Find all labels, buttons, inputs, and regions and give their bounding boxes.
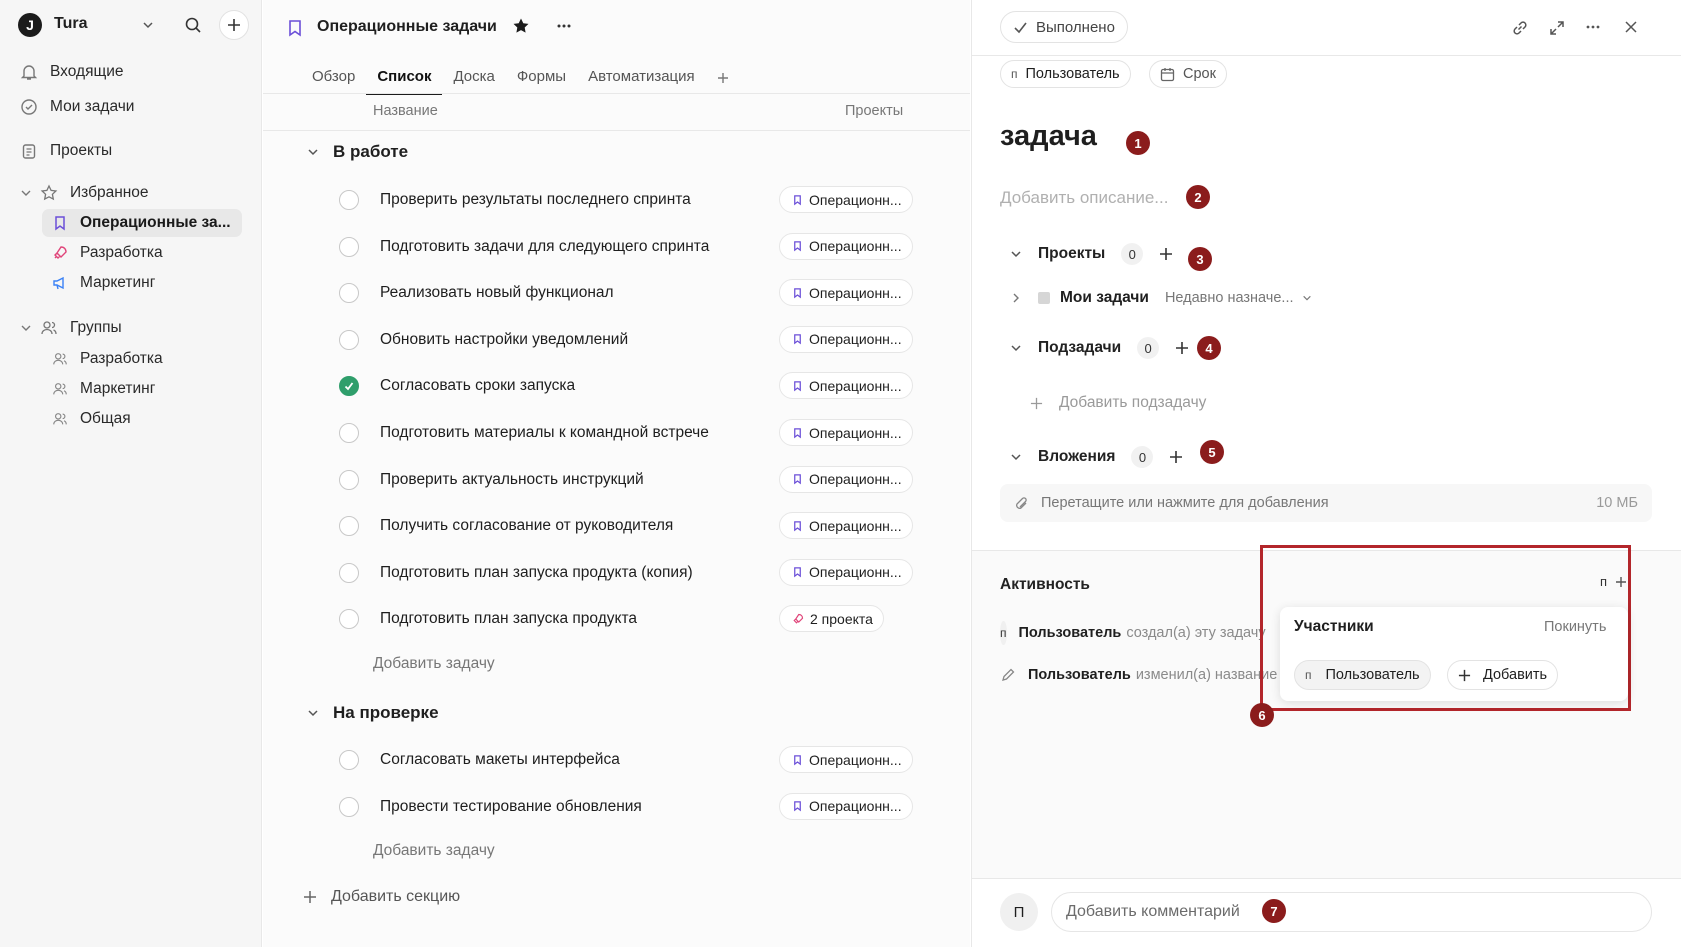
comment-input[interactable] [1051, 892, 1652, 932]
bookmark-icon [792, 287, 803, 299]
nav-label: Проекты [50, 142, 113, 159]
checkbox[interactable] [339, 237, 359, 257]
avatar: п [1000, 621, 1007, 645]
task-name[interactable]: Согласовать макеты интерфейса [380, 751, 620, 768]
tab-list[interactable]: Список [366, 62, 442, 94]
checkbox[interactable] [339, 750, 359, 770]
activity-label: Активность [1000, 576, 1090, 593]
checkbox[interactable] [339, 563, 359, 583]
task-name[interactable]: Согласовать сроки запуска [380, 377, 576, 395]
project-chip-label: 2 проекта [810, 610, 873, 627]
section-header[interactable] [307, 142, 408, 162]
project-chip-label: Операционн... [809, 471, 902, 488]
project-chip-label: Операционн... [809, 191, 902, 208]
task-list-panel [263, 0, 970, 947]
checkbox[interactable] [339, 797, 359, 817]
divider [972, 878, 1681, 879]
project-chip-label: Операционн... [809, 238, 902, 255]
paperclip-icon [1014, 496, 1029, 511]
attachments-section-header[interactable] [1010, 446, 1183, 468]
sidebar-item-label: Разработка [80, 350, 163, 367]
section-title: В работе [333, 142, 409, 161]
checkbox[interactable] [339, 423, 359, 443]
project-chip-label: Операционн... [809, 751, 902, 768]
search-icon[interactable] [178, 10, 208, 40]
project-chip-label: Операционн... [809, 331, 902, 348]
bookmark-icon [52, 215, 68, 231]
participants-popover [1280, 607, 1628, 701]
my-tasks-row[interactable] [1010, 289, 1312, 307]
attach-limit: 10 МБ [1596, 495, 1638, 511]
add-section-button[interactable] [303, 888, 460, 906]
megaphone-icon [52, 275, 68, 291]
nav-projects[interactable] [20, 137, 112, 165]
chevron-down-icon [20, 322, 32, 334]
favorites-group[interactable] [20, 179, 149, 207]
project-chip[interactable] [779, 233, 913, 260]
mark-complete-button[interactable] [1000, 11, 1128, 43]
projects-section-header[interactable] [1010, 243, 1173, 265]
projects-count: 0 [1121, 243, 1143, 265]
project-chip[interactable] [779, 186, 913, 213]
activity-item [1000, 621, 1266, 645]
project-chip-label: Операционн... [809, 798, 902, 815]
bookmark-icon [792, 754, 803, 766]
follower-initial: п [1600, 574, 1608, 589]
bookmark-icon [792, 800, 803, 812]
participant-name: Пользователь [1325, 667, 1420, 683]
participants-label: Участники [1294, 618, 1374, 635]
assignee-initial: п [1011, 67, 1018, 81]
annotation-badge: 6 [1250, 703, 1274, 727]
nav-label: Мои задачи [50, 98, 135, 115]
bookmark-icon [792, 520, 803, 532]
chevron-down-icon [307, 146, 319, 158]
column-header-projects: Проекты [845, 103, 904, 119]
clipboard-icon [20, 142, 38, 160]
tab-board[interactable]: Доска [453, 68, 495, 85]
subtasks-section-header[interactable] [1010, 337, 1189, 359]
checkbox[interactable] [339, 470, 359, 490]
activity-text: создал(а) эту задачу [1126, 625, 1266, 641]
due-label: Срок [1183, 66, 1216, 82]
sidebar-item-label: Маркетинг [80, 274, 156, 291]
annotation-badge: 1 [1126, 131, 1150, 155]
bookmark-icon [792, 566, 803, 578]
divider [972, 55, 1681, 56]
project-chip-label: Операционн... [809, 424, 902, 441]
add-project-icon[interactable] [1159, 247, 1173, 261]
my-tasks-label: Мои задачи [1060, 289, 1149, 306]
rocket-icon [792, 613, 804, 625]
task-name[interactable]: Подготовить план запуска продукта (копия) [380, 563, 693, 581]
sidebar-group-marketing[interactable] [42, 375, 242, 403]
sidebar-group-general[interactable] [42, 405, 242, 433]
expand-icon[interactable] [1548, 19, 1566, 37]
sidebar-item-label: Маркетинг [80, 380, 156, 397]
view-tabs [301, 62, 740, 94]
project-chip[interactable] [779, 605, 884, 632]
subtasks-label: Подзадачи [1038, 339, 1122, 356]
project-chip[interactable] [779, 326, 913, 353]
add-follower-icon[interactable] [1615, 576, 1627, 588]
subtasks-count: 0 [1137, 337, 1159, 359]
nav-inbox[interactable] [20, 58, 124, 86]
annotation-badge: 5 [1200, 440, 1224, 464]
project-chip[interactable] [779, 372, 913, 399]
pencil-icon [1000, 667, 1016, 683]
add-new-button[interactable] [219, 10, 249, 40]
add-section-label: Добавить секцию [331, 888, 461, 905]
sidebar-item-label: Общая [80, 410, 131, 427]
project-chip[interactable] [779, 746, 913, 773]
followers-control[interactable] [1600, 574, 1627, 589]
more-icon[interactable] [556, 19, 572, 33]
task-name[interactable]: Получить согласование от руководителя [380, 517, 674, 535]
chevron-down-icon [20, 187, 32, 199]
section-header[interactable] [307, 703, 439, 723]
task-name[interactable]: Обновить настройки уведомлений [380, 330, 629, 348]
project-chip-label: Операционн... [809, 284, 902, 301]
plus-icon [1030, 397, 1043, 410]
task-name[interactable]: Провести тестирование обновления [380, 797, 642, 815]
chevron-down-icon [1010, 248, 1022, 260]
checkbox[interactable] [339, 283, 359, 303]
tab-overview[interactable]: Обзор [312, 68, 356, 85]
annotation-badge: 3 [1188, 247, 1212, 271]
star-outline-icon [40, 184, 58, 202]
task-name[interactable]: Проверить результаты последнего спринта [380, 191, 691, 208]
add-tab-icon[interactable] [706, 62, 740, 94]
users-icon [52, 411, 68, 427]
task-name[interactable]: Подготовить план запуска продукта [380, 610, 637, 628]
comment-placeholder: Добавить комментарий [1066, 903, 1240, 920]
project-chip[interactable] [779, 466, 913, 493]
assignee-name: Пользователь [1025, 66, 1120, 82]
link-icon[interactable] [1511, 19, 1529, 37]
attach-hint: Перетащите или нажмите для добавления [1041, 495, 1329, 511]
complete-label: Выполнено [1036, 18, 1115, 36]
users-icon [52, 381, 68, 397]
sidebar-item-label: Операционные за... [80, 214, 231, 231]
tab-forms[interactable]: Формы [516, 68, 567, 85]
check-circle-icon [20, 98, 38, 116]
my-tasks-value[interactable]: Недавно назначе... [1164, 290, 1294, 306]
activity-text: изменил(а) название [1135, 667, 1278, 683]
attachments-label: Вложения [1038, 448, 1116, 465]
add-task-button[interactable]: Добавить задачу [373, 655, 495, 672]
color-swatch [1038, 292, 1050, 304]
activity-item [1000, 667, 1278, 683]
add-participant-button[interactable] [1447, 660, 1558, 690]
bookmark-icon [792, 333, 803, 345]
checkbox[interactable] [339, 190, 359, 210]
star-icon[interactable] [512, 17, 530, 35]
users-icon [52, 351, 68, 367]
more-icon[interactable] [1585, 20, 1601, 34]
divider [263, 130, 970, 131]
bookmark-icon [287, 19, 303, 37]
project-chip[interactable] [779, 512, 913, 539]
groups-label: Группы [70, 319, 122, 336]
chevron-down-icon [1010, 342, 1022, 354]
plus-icon [303, 890, 317, 904]
attachment-dropzone[interactable] [1000, 484, 1652, 522]
assignee-pill[interactable] [1000, 60, 1131, 88]
sidebar-item-marketing[interactable] [42, 269, 242, 297]
leave-button[interactable]: Покинуть [1544, 619, 1607, 635]
bookmark-icon [792, 194, 803, 206]
rocket-icon [52, 245, 68, 261]
project-title: Операционные задачи [317, 18, 497, 35]
sidebar-group-dev[interactable] [42, 345, 242, 373]
chevron-down-icon[interactable] [141, 18, 155, 32]
add-subtask-icon[interactable] [1175, 341, 1189, 355]
check-icon [343, 380, 355, 392]
task-name[interactable]: Подготовить задачи для следующего спринта [380, 237, 710, 255]
activity-user: Пользователь [1028, 667, 1131, 683]
description-input[interactable]: Добавить описание... [1000, 188, 1169, 207]
nav-label: Входящие [50, 63, 124, 80]
bell-icon [20, 63, 38, 81]
project-chip[interactable] [779, 419, 913, 446]
sidebar [0, 0, 262, 947]
bookmark-icon [792, 380, 803, 392]
projects-label: Проекты [1038, 245, 1106, 262]
close-icon[interactable] [1623, 19, 1639, 35]
activity-user: Пользователь [1018, 625, 1122, 641]
add-participant-label: Добавить [1483, 667, 1548, 683]
sidebar-item-label: Разработка [80, 244, 163, 261]
project-chip[interactable] [779, 279, 913, 306]
workspace-name[interactable]: Tura [54, 15, 88, 32]
checkbox-checked[interactable] [339, 376, 359, 396]
divider [263, 93, 970, 94]
workspace-logo[interactable]: J [18, 13, 42, 37]
favorites-label: Избранное [70, 184, 149, 201]
section-title: На проверке [333, 703, 439, 722]
bookmark-icon [792, 427, 803, 439]
task-name[interactable]: Реализовать новый функционал [380, 284, 614, 302]
tab-automation[interactable]: Автоматизация [588, 68, 695, 85]
checkbox[interactable] [339, 516, 359, 536]
project-chip[interactable] [779, 559, 913, 586]
checkbox[interactable] [339, 330, 359, 350]
task-title[interactable]: задача [1000, 120, 1097, 152]
task-name[interactable]: Проверить актуальность инструкций [380, 470, 644, 488]
column-header-name: Название [373, 103, 438, 119]
project-chip-label: Операционн... [809, 564, 902, 581]
sidebar-item-dev[interactable] [42, 239, 242, 267]
chevron-down-icon [1010, 451, 1022, 463]
nav-my-tasks[interactable] [20, 93, 134, 121]
plus-icon [1458, 669, 1471, 682]
add-task-button[interactable]: Добавить задачу [373, 842, 495, 860]
avatar: П [1000, 893, 1038, 931]
calendar-icon [1160, 67, 1175, 82]
project-chip[interactable] [779, 793, 913, 820]
add-attachment-icon[interactable] [1169, 450, 1183, 464]
add-subtask-button[interactable] [1030, 394, 1206, 412]
participant-initial: п [1305, 668, 1312, 682]
chevron-right-icon [1010, 292, 1022, 304]
participant-chip[interactable] [1294, 660, 1431, 690]
bookmark-icon [792, 473, 803, 485]
chevron-down-icon[interactable] [1302, 293, 1312, 303]
sidebar-item-ops[interactable] [42, 209, 242, 237]
annotation-badge: 2 [1186, 185, 1210, 209]
bookmark-icon [792, 240, 803, 252]
add-subtask-label: Добавить подзадачу [1059, 394, 1207, 411]
project-chip-label: Операционн... [809, 377, 902, 394]
project-chip-label: Операционн... [809, 517, 902, 534]
groups-group[interactable] [20, 314, 122, 342]
annotation-badge: 4 [1197, 336, 1221, 360]
checkbox[interactable] [339, 609, 359, 629]
task-name[interactable]: Подготовить материалы к командной встрече [380, 424, 709, 441]
due-date-pill[interactable] [1149, 60, 1227, 88]
users-icon [40, 319, 58, 337]
chevron-down-icon [307, 707, 319, 719]
check-icon [1013, 20, 1028, 35]
annotation-badge: 7 [1262, 899, 1286, 923]
task-detail-panel [971, 0, 1680, 947]
attachments-count: 0 [1131, 446, 1153, 468]
